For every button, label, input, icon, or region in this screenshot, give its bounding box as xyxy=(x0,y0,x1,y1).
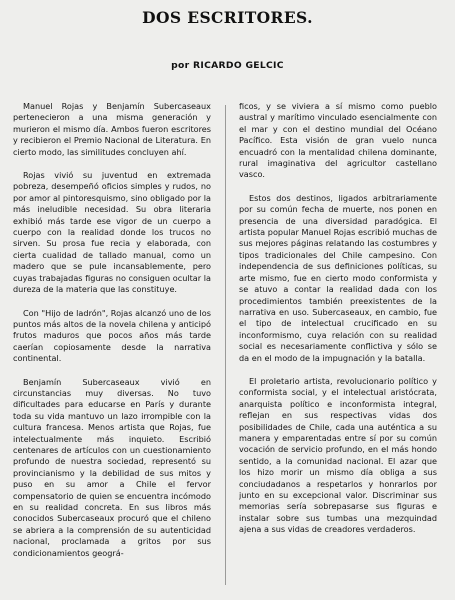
paragraph: ficos, y se viviera a sí mismo como pueblo austral y marítimo vinculado esencialmente con el mar y con el destino mundial del Océano Pacífico. Esta visión de gran vuelo nunca encuadró con la mentalidad chilena dominante, rural imaginativa del agricultor castellano vasco. xyxy=(239,101,437,180)
left-column xyxy=(13,101,211,596)
column-divider xyxy=(225,105,226,585)
paragraph: Rojas vivió su juventud en extremada pobreza, desempeñó oficios simples y rudos, no por amor al pintoresquismo, sino obligado por la más ineludible necesidad. Su obra literaria exhibió más tarde ese vigor de un cuerpo a cuerpo con la realidad donde los trucos no sirven. Su prosa fue recia y elaborada, con cierta cualidad de tallado manual, como un madero que se pule incansablemente, pero cuyas trabajadas figuras no consiguen ocultar la dureza de la materia que las constituye. xyxy=(13,170,211,295)
article-byline: por RICARDO GELCIC xyxy=(171,60,284,71)
paragraph: El proletario artista, revolucionario político y conformista social, y el intelectual aristócrata, anarquista político e inconformista integral, reflejan en sus respectivas vidas dos posibilidades de Chile, cada una auténtica a su manera y emparentadas entre sí por su común vocación de servicio profundo, en el más hondo sentido, a la comunidad nacional. El azar que los hizo morir un mismo día obliga a sus conciudadanos a respetarlos y honrarlos por junto en su excepcional valor. Discriminar sus memorias sería sobrepasarse sus figuras e instalar sobre sus tumbas una mezquindad ajena a sus vidas de creadores verdaderos. xyxy=(239,375,437,535)
article-title: DOS ESCRITORES. xyxy=(142,8,313,27)
paragraph: Benjamín Subercaseaux vivió en circunstancias muy diversas. No tuvo dificultades para educarse en París y durante toda su vida mantuvo un lazo irrompible con la cultura francesa. Menos artista que Rojas, fue intelectualmente más inquieto. Escribió centenares de artículos con un cuestionamiento profundo de nuestra sociedad, representó su provincianismo y la debilidad de sus mitos y puso en su amor a Chile el fervor compensatorio de quien se encuentra incómodo en su realidad concreta. En sus libros más conocidos Subercaseaux procuró que el chileno se abriera a la comprensión de su autenticidad nacional, proclamada a gritos por sus condicionamientos geográ- xyxy=(13,376,211,558)
paragraph: Manuel Rojas y Benjamín Subercaseaux pertenecieron a una misma generación y murieron el mismo día. Ambos fueron escritores y recibieron el Premio Nacional de Literatura. En cierto modo, las similitudes concluyen ahí. xyxy=(13,101,211,157)
right-column xyxy=(239,101,437,596)
paragraph: Estos dos destinos, ligados arbitrariamente por su común fecha de muerte, nos ponen en presencia de una diversidad paradógica. El artista popular Manuel Rojas escribió muchas de sus mejores páginas relatando las costumbres y tipos tradicionales del Chile campesino. Con independencia de sus definiciones políticas, su arte mismo, fue en cierto modo conformista y se atuvo a contar la realidad dada con los procedimientos también preexistentes de la narrativa en uso. Subercaseaux, en cambio, fue el tipo de intelectual crucificado en su inconformismo, cuya relación con su realidad social es necesariamente conflictiva y sólo se da en el modo de la impugnación y la batalla. xyxy=(239,192,437,363)
paragraph: Con "Hijo de ladrón", Rojas alcanzó uno de los puntos más altos de la novela chilena y anticipó frutos maduros que pocos años más tarde caerían copiosamente desde la narrativa continental. xyxy=(13,307,211,364)
